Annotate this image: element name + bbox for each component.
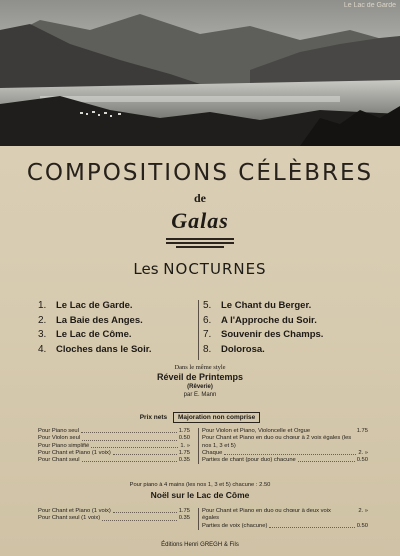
price-row xyxy=(38,428,190,435)
piece-item xyxy=(203,300,368,315)
reveil-title: Réveil de Printemps xyxy=(156,372,244,382)
reveil-author: par E. Mann xyxy=(183,392,217,398)
piece-title: Le Chant du Berger. xyxy=(221,300,312,311)
price-item: Pour Chant et Piano (1 voix) xyxy=(38,449,111,456)
price-note xyxy=(0,412,400,423)
piece-number: 6. xyxy=(203,314,212,326)
price-row xyxy=(38,515,190,522)
piece-number: 8. xyxy=(203,343,212,355)
pieces-column-right xyxy=(198,300,368,360)
lake-landscape-photo xyxy=(0,0,400,146)
noel-price-table xyxy=(38,508,368,530)
piece-item xyxy=(38,344,188,359)
noel-column-right xyxy=(198,508,368,530)
price-value: 0.50 xyxy=(356,457,368,464)
price-value: 0.35 xyxy=(178,457,190,464)
piece-item xyxy=(38,300,188,315)
price-value: 0.35 xyxy=(178,515,190,522)
price-value: 1.75 xyxy=(178,428,190,434)
price-item: Pour Piano simplifié xyxy=(38,442,90,449)
price-row xyxy=(202,428,368,435)
price-item: Pour Chant et Piano (1 voix) xyxy=(38,508,111,514)
reveil-subtitle: (Rêverie) xyxy=(187,384,213,390)
price-value: 2. » xyxy=(358,508,368,514)
composer-underline-2 xyxy=(166,242,234,244)
composer-underline-3 xyxy=(176,246,224,248)
price-item: Pour Chant et Piano en duo ou chœur à 2 voix égales (les nos 1, 3 et 5) xyxy=(202,435,352,449)
piece-item xyxy=(38,315,188,330)
price-value: 0.50 xyxy=(356,522,368,529)
price-row xyxy=(38,435,190,442)
price-value: 1. » xyxy=(180,442,190,449)
noel-title: Noël sur le Lac de Côme xyxy=(150,490,250,500)
price-value: 1.75 xyxy=(178,449,190,456)
pieces-list xyxy=(38,300,368,360)
price-item: Pour Piano seul xyxy=(38,428,79,434)
series-name: NOCTURNES xyxy=(163,260,267,278)
series-prefix: Les xyxy=(133,260,164,278)
price-table xyxy=(38,428,368,478)
price-item: Pour Violon seul xyxy=(38,435,81,442)
piece-number: 7. xyxy=(203,329,212,340)
pieces-column-left xyxy=(38,300,188,358)
piece-item xyxy=(38,329,188,344)
price-row xyxy=(202,435,368,450)
price-row xyxy=(38,450,190,457)
price-item: Pour Chant seul (1 voix) xyxy=(38,515,101,522)
piece-item xyxy=(203,344,368,359)
price-note-box: Majoration non comprise xyxy=(173,412,260,423)
piece-title: Souvenir des Champs. xyxy=(221,329,324,340)
price-item: Parties de voix (chacune) xyxy=(202,522,268,529)
de-label: de xyxy=(194,191,206,205)
price-value: 1.75 xyxy=(178,508,190,514)
piece-number: 1. xyxy=(38,300,47,311)
composer-underline xyxy=(166,238,234,240)
price-item: Pour Chant et Piano en duo ou chœur à deux voix égales xyxy=(202,508,331,522)
landscape-illustration xyxy=(0,0,400,146)
piece-title: Cloches dans le Soir. xyxy=(56,343,152,355)
piece-item xyxy=(203,315,368,330)
price-item: Chaque xyxy=(202,449,223,456)
photo-caption: Le Lac de Garde xyxy=(343,2,396,9)
price-note-label: Prix nets xyxy=(139,414,168,421)
piece-title: A l'Approche du Soir. xyxy=(221,314,317,326)
piece-number: 2. xyxy=(38,314,47,326)
price-item: Pour Chant seul xyxy=(38,457,80,464)
price-row xyxy=(38,443,190,450)
series-title xyxy=(0,260,400,278)
noel-column-left xyxy=(38,508,190,523)
price-row xyxy=(38,457,190,464)
same-style-label: Dans le même style xyxy=(174,364,226,371)
piece-title: La Baie des Anges. xyxy=(56,314,143,326)
price-column-left xyxy=(38,428,190,464)
price-column-right xyxy=(198,428,368,464)
price-value: 0.50 xyxy=(178,435,190,442)
piece-item xyxy=(203,329,368,344)
piece-number: 3. xyxy=(38,329,47,340)
piece-title: Dolorosa. xyxy=(221,343,265,355)
piece-title: Le Lac de Côme. xyxy=(56,329,132,340)
price-row xyxy=(38,508,190,515)
page-title: COMPOSITIONS CÉLÈBRES xyxy=(26,160,374,186)
piece-number: 5. xyxy=(203,300,212,311)
price-item: Pour Violon et Piano, Violoncelle et Orgue xyxy=(202,428,311,434)
composer-name: Galas xyxy=(171,208,229,233)
price-row xyxy=(202,508,368,523)
piece-title: Le Lac de Garde. xyxy=(56,300,133,311)
price-value: 1.75 xyxy=(356,428,368,434)
price-row xyxy=(202,457,368,464)
four-hands-price: Pour piano à 4 mains (les nos 1, 3 et 5) chacune : 2.50 xyxy=(129,482,271,488)
publisher: Éditions Henri GREGH & Fils xyxy=(161,542,239,548)
price-value: 2. » xyxy=(358,449,368,456)
price-row xyxy=(202,523,368,530)
price-row xyxy=(202,450,368,457)
piece-number: 4. xyxy=(38,343,47,355)
price-item: Parties de chant (pour duo) chacune xyxy=(202,457,296,464)
